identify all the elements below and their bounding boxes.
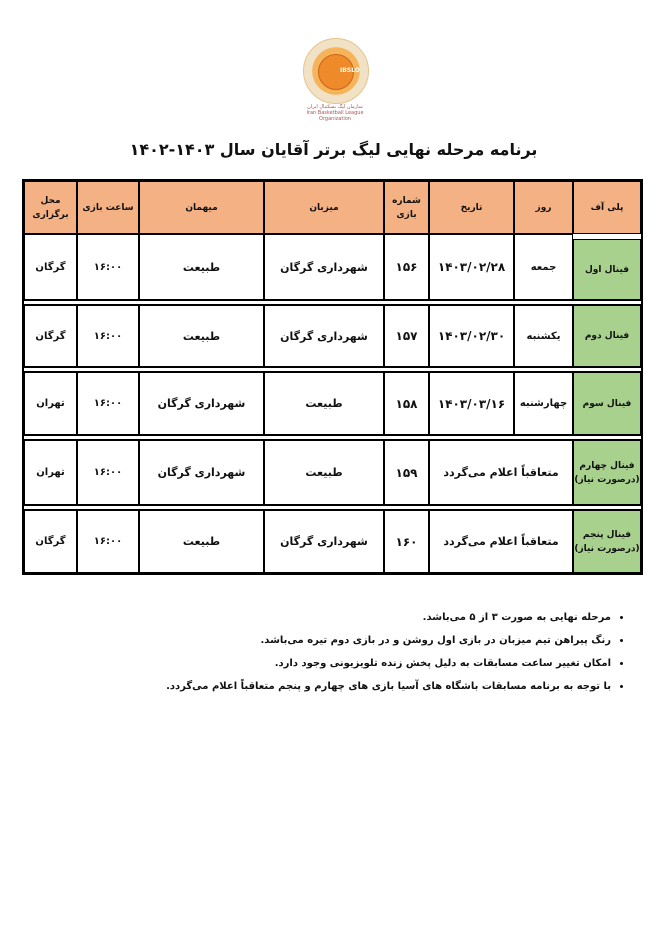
header-game-no: شماره بازی [384,181,429,234]
row-time: ۱۶:۰۰ [77,440,139,505]
table-row [24,510,641,573]
row-venue: تهران [24,440,77,505]
header-venue: محل برگزاری [24,181,77,234]
row-venue: گرگان [24,234,77,300]
row-guest: طبیعت [139,510,264,573]
row-host: شهرداری گرگان [264,510,384,573]
row-day-date: متعاقباً اعلام می‌گردد [429,440,573,505]
table-row [24,440,641,505]
table-row [24,305,641,367]
schedule-table [22,179,643,575]
header-day: روز [514,181,573,234]
header-host: میزبان [264,181,384,234]
row-playoff: فینال دوم [573,305,641,367]
row-day: چهارشنبه [514,372,573,435]
row-host: شهرداری گرگان [264,305,384,367]
row-day-date: متعاقباً اعلام می‌گردد [429,510,573,573]
row-playoff: فینال اول [573,239,641,300]
row-game-no: ۱۵۷ [384,305,429,367]
table-header [24,181,641,234]
logo-caption: سازمان لیگ بسکتبال ایران Iran Basketball League Organization [306,104,364,122]
header-guest: میهمان [139,181,264,234]
table-row [24,372,641,435]
row-time: ۱۶:۰۰ [77,305,139,367]
logo-text: IBSLO [340,67,360,74]
row-guest: شهرداری گرگان [139,372,264,435]
row-playoff: فینال سوم [573,372,641,435]
row-day: جمعه [514,234,573,300]
row-time: ۱۶:۰۰ [77,372,139,435]
row-time: ۱۶:۰۰ [77,510,139,573]
row-date: ۱۴۰۳/۰۲/۳۰ [429,305,514,367]
note-item: • با توجه به برنامه مسابقات باشگاه های آسیا بازی های چهارم و پنجم متعاقباً اعلام می‌گردد. [51,675,611,698]
row-venue: گرگان [24,510,77,573]
row-guest: شهرداری گرگان [139,440,264,505]
note-item: • امکان تغییر ساعت مسابقات به دلیل پخش زنده تلویزیونی وجود دارد. [51,652,611,675]
note-item: • مرحله نهایی به صورت ۳ از ۵ می‌باشد. [51,606,611,629]
row-host: شهرداری گرگان [264,234,384,300]
row-day: یکشنبه [514,305,573,367]
row-date: ۱۴۰۳/۰۳/۱۶ [429,372,514,435]
header-time: ساعت بازی [77,181,139,234]
page-title: برنامه مرحله نهایی لیگ برتر آقایان سال ۱۴۰۳-۱۴۰۲ [129,140,538,159]
table-row [24,234,641,300]
row-host: طبیعت [264,372,384,435]
row-game-no: ۱۵۹ [384,440,429,505]
row-venue: گرگان [24,305,77,367]
row-venue: تهران [24,372,77,435]
row-time: ۱۶:۰۰ [77,234,139,300]
row-game-no: ۱۶۰ [384,510,429,573]
header-playoff: پلی آف [573,181,641,234]
row-date: ۱۴۰۳/۰۲/۲۸ [429,234,514,300]
row-host: طبیعت [264,440,384,505]
league-logo [296,38,374,122]
row-game-no: ۱۵۶ [384,234,429,300]
row-guest: طبیعت [139,305,264,367]
row-game-no: ۱۵۸ [384,372,429,435]
row-playoff: فینال چهارم (درصورت نیاز) [573,440,641,505]
notes-list [51,606,627,698]
note-item: • رنگ پیراهن تیم میزبان در بازی اول روشن و در بازی دوم تیره می‌باشد. [51,629,611,652]
row-guest: طبیعت [139,234,264,300]
header-date: تاریخ [429,181,514,234]
row-playoff: فینال پنجم (درصورت نیاز) [573,510,641,573]
